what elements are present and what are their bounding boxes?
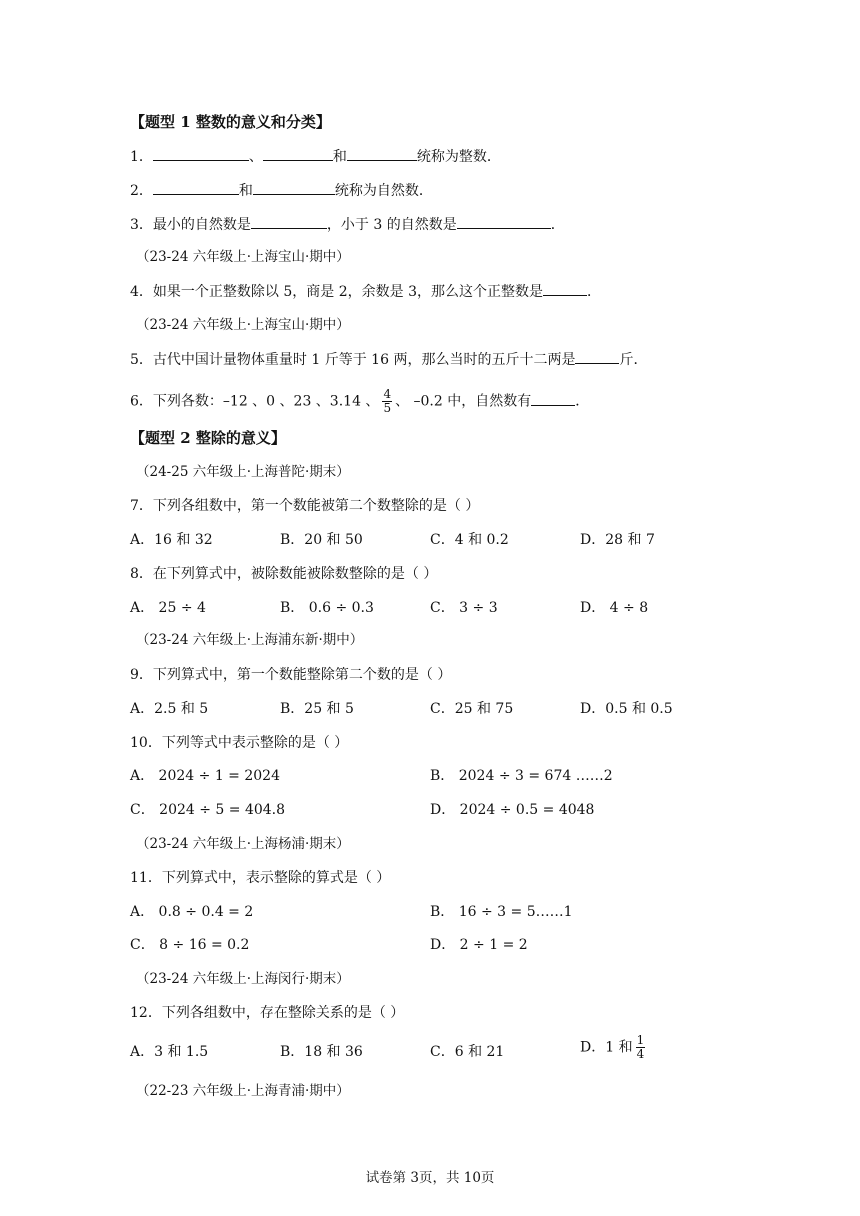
fraction-denominator: 4 <box>636 1047 645 1061</box>
option-a[interactable]: A． 25 ÷ 4 <box>130 600 206 616</box>
question-text: ． <box>575 393 590 410</box>
section-title-1: 【题型 1 整数的意义和分类】 <box>130 113 331 131</box>
source-note: （22-23 六年级上·上海青浦·期中） <box>136 1083 350 1099</box>
question-text: 下列各数：–12 、0 、23 、3.14 、 <box>152 393 380 410</box>
question-text: 如果一个正整数除以 5，商是 2，余数是 3，那么这个正整数是 <box>152 284 543 300</box>
answer-blank[interactable] <box>153 146 249 161</box>
question-11-stem: 11．下列算式中，表示整除的算式是（ ） <box>130 870 391 886</box>
question-text: ，小于 3 的自然数是 <box>326 217 457 233</box>
option-text: D．1 和 <box>580 1039 633 1056</box>
question-text: 、 –0.2 中，自然数有 <box>395 393 532 410</box>
option-d[interactable]: D． 4 ÷ 8 <box>580 600 649 616</box>
option-a[interactable]: A．16 和 32 <box>130 532 213 548</box>
option-c[interactable]: C．6 和 21 <box>430 1044 505 1060</box>
source-note: （23-24 六年级上·上海杨浦·期末） <box>136 836 350 852</box>
option-b[interactable]: B．25 和 5 <box>280 701 354 717</box>
question-number: 2． <box>130 183 153 199</box>
option-c[interactable]: C．4 和 0.2 <box>430 532 509 548</box>
option-a[interactable]: A． 0.8 ÷ 0.4 = 2 <box>130 904 254 920</box>
section-title-2: 【题型 2 整除的意义】 <box>130 429 286 447</box>
question-10-stem: 10．下列等式中表示整除的是（ ） <box>130 735 349 751</box>
fraction <box>382 388 392 415</box>
option-a[interactable]: A．3 和 1.5 <box>130 1044 209 1060</box>
option-d[interactable]: D． 2024 ÷ 0.5 = 4048 <box>430 802 595 818</box>
question-number: 6． <box>130 393 153 410</box>
option-b[interactable]: B． 2024 ÷ 3 = 674 ……2 <box>430 768 613 784</box>
option-b[interactable]: B． 16 ÷ 3 = 5……1 <box>430 904 573 920</box>
option-c[interactable]: C．25 和 75 <box>430 701 514 717</box>
option-c[interactable]: C． 2024 ÷ 5 = 404.8 <box>130 802 286 818</box>
separator: 、 <box>248 149 263 165</box>
fraction-numerator: 4 <box>383 387 392 401</box>
question-5 <box>130 349 647 370</box>
option-a[interactable]: A． 2024 ÷ 1 = 2024 <box>130 768 280 784</box>
question-text: 古代中国计量物体重量时 1 斤等于 16 两，那么当时的五斤十二两是 <box>152 352 576 368</box>
question-text: 斤． <box>619 352 648 368</box>
source-note: （23-24 六年级上·上海宝山·期中） <box>136 317 350 333</box>
question-6 <box>130 388 589 415</box>
answer-blank[interactable] <box>457 214 551 229</box>
fraction-denominator: 5 <box>383 401 392 415</box>
answer-blank[interactable] <box>153 180 239 195</box>
option-d[interactable]: D． 2 ÷ 1 = 2 <box>430 937 528 953</box>
page-footer: 试卷第 3页，共 10页 <box>365 1170 495 1186</box>
option-c[interactable]: C． 8 ÷ 16 = 0.2 <box>130 937 250 953</box>
answer-blank[interactable] <box>543 281 587 296</box>
answer-blank[interactable] <box>251 214 327 229</box>
option-a[interactable]: A．2.5 和 5 <box>130 701 209 717</box>
question-8-stem: 8．在下列算式中，被除数能被除数整除的是（ ） <box>130 566 438 582</box>
question-1 <box>130 146 501 167</box>
question-2 <box>130 180 433 201</box>
answer-blank[interactable] <box>575 349 619 364</box>
conjunction: 和 <box>332 149 347 165</box>
option-c[interactable]: C． 3 ÷ 3 <box>430 600 498 616</box>
question-text: ． <box>550 217 565 233</box>
option-b[interactable]: B． 0.6 ÷ 0.3 <box>280 600 374 616</box>
option-b[interactable]: B．18 和 36 <box>280 1044 363 1060</box>
option-d[interactable] <box>580 1034 648 1061</box>
question-12-stem: 12．下列各组数中，存在整除关系的是（ ） <box>130 1005 405 1021</box>
question-number: 5． <box>130 352 153 368</box>
answer-blank[interactable] <box>253 180 335 195</box>
option-b[interactable]: B．20 和 50 <box>280 532 363 548</box>
source-note: （23-24 六年级上·上海闵行·期末） <box>136 971 350 987</box>
question-text: 最小的自然数是 <box>152 217 251 233</box>
option-d[interactable]: D．0.5 和 0.5 <box>580 701 673 717</box>
question-4 <box>130 281 601 302</box>
source-note: （23-24 六年级上·上海宝山·期中） <box>136 249 350 265</box>
answer-blank[interactable] <box>347 146 417 161</box>
question-text: 统称为整数． <box>416 149 501 165</box>
question-text: 统称为自然数． <box>334 183 433 199</box>
fraction <box>636 1034 646 1061</box>
question-number: 3． <box>130 217 153 233</box>
source-note: （23-24 六年级上·上海浦东新·期中） <box>136 632 364 648</box>
answer-blank[interactable] <box>263 146 333 161</box>
option-d[interactable]: D．28 和 7 <box>580 532 655 548</box>
answer-blank[interactable] <box>531 391 575 406</box>
question-number: 4． <box>130 284 153 300</box>
question-9-stem: 9．下列算式中，第一个数能整除第二个数的是（ ） <box>130 667 452 683</box>
conjunction: 和 <box>238 183 253 199</box>
question-text: ． <box>587 284 601 300</box>
fraction-numerator: 1 <box>636 1033 645 1047</box>
source-note: （24-25 六年级上·上海普陀·期末） <box>136 464 350 480</box>
question-number: 1． <box>130 149 153 165</box>
question-3 <box>130 214 565 235</box>
question-7-stem: 7．下列各组数中，第一个数能被第二个数整除的是（ ） <box>130 498 480 514</box>
